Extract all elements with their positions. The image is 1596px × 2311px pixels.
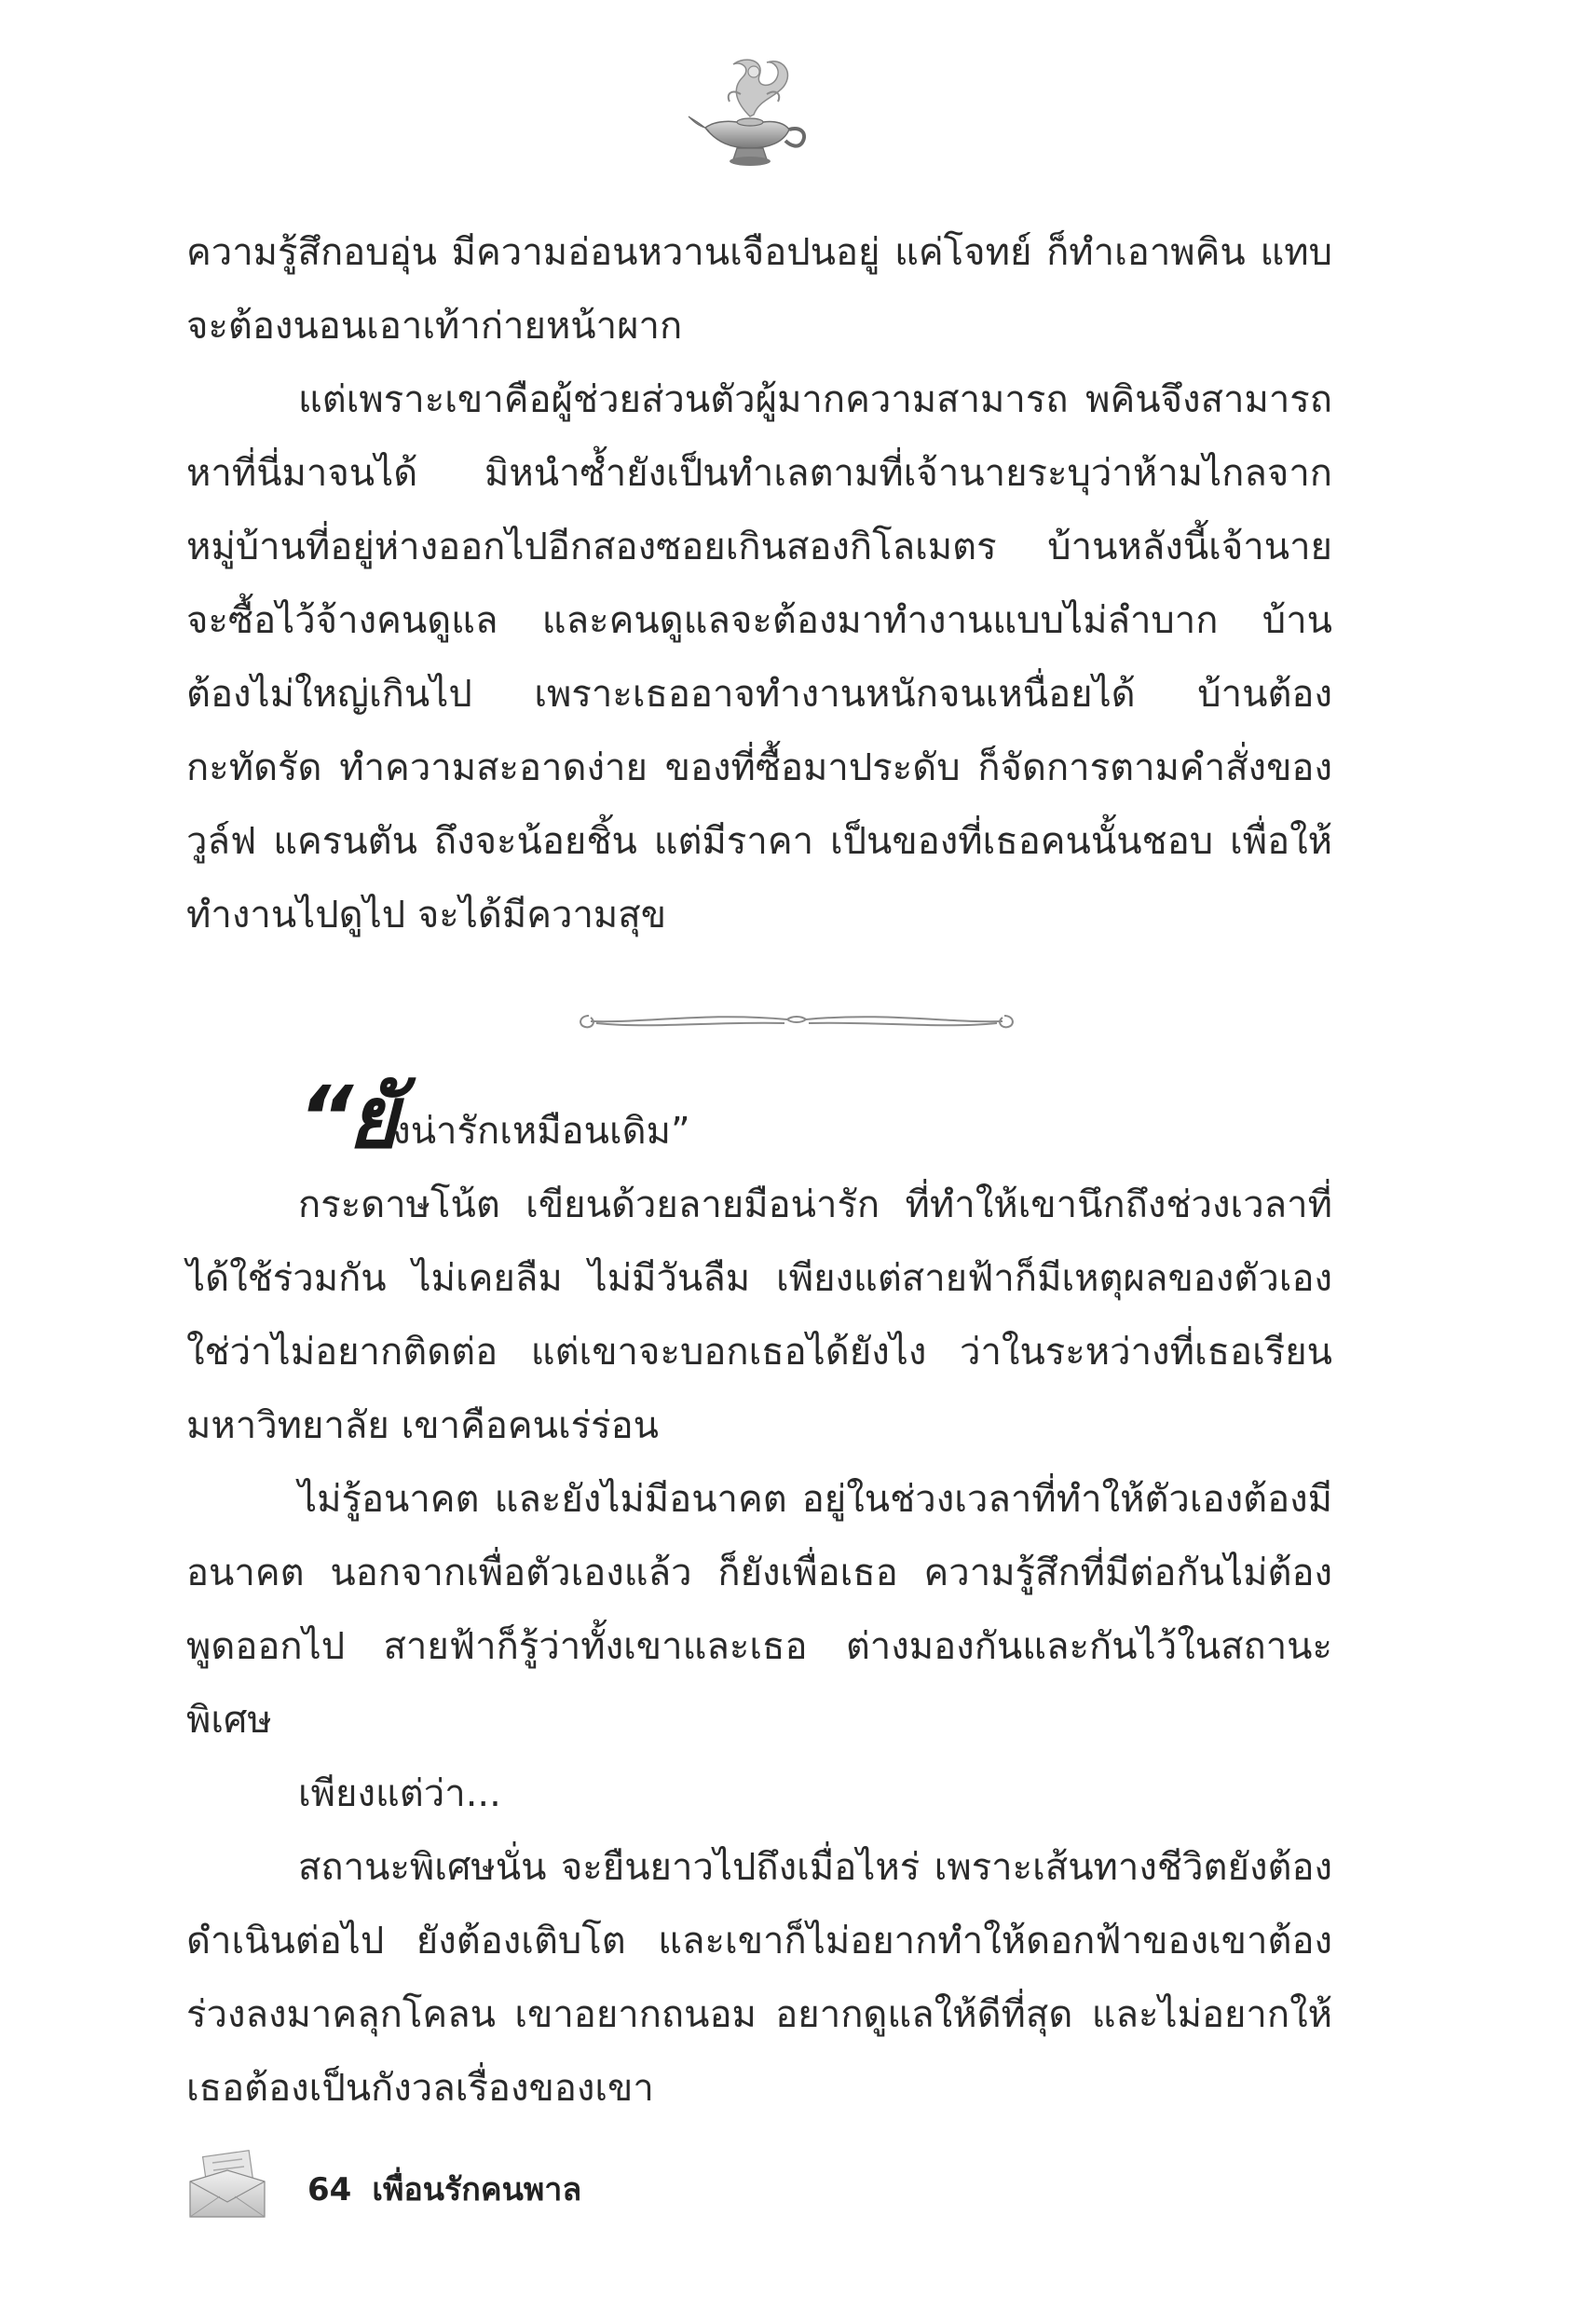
envelope-icon (186, 2148, 268, 2222)
dropcap-letter: ยั (348, 1068, 393, 1168)
scroll-divider-icon (568, 995, 1025, 1042)
paragraph: กระดาษโน้ต เขียนด้วยลายมือน่ารัก ที่ทำให้เขานึกถึงช่วงเวลาที่ได้ใช้ร่วมกัน ไม่เคยลืม ไม่มีวันลืม เพียงแต่สายฟ้าก็มีเหตุผลของตัวเอง ใช่ว่าไม่อยากติดต่อ แต่เขาจะบอกเธอได้ยังไง ว่าในระหว่างที่เธอเรียนมหาวิทยาลัย เขาคือคนเร่ร่อน (186, 1183, 1332, 1447)
section-opening-line (186, 1068, 1332, 1169)
footer-text (307, 2167, 581, 2213)
paragraph: แต่เพราะเขาคือผู้ช่วยส่วนตัวผู้มากความสามารถ พคินจึงสามารถหาที่นี่มาจนได้ มิหนำซ้ำยังเป็นทำเลตามที่เจ้านายระบุว่าห้ามไกลจากหมู่บ้านที่อยู่ห่างออกไปอีกสองซอยเกินสองกิโลเมตร บ้านหลังนี้เจ้านายจะซื้อไว้จ้างคนดูแล และคนดูแลจะต้องมาทำงานแบบไม่ลำบาก บ้านต้องไม่ใหญ่เกินไป เพราะเธออาจทำงานหนักจนเหนื่อยได้ บ้านต้องกะทัดรัด ทำความสะอาดง่าย ของที่ซื้อมาประดับ ก็จัดการตามคำสั่งของ วูล์ฟ แครนตัน ถึงจะน้อยชิ้น แต่มีราคา เป็นของที่เธอคนนั้นชอบ เพื่อให้ทำงานไปดูไป จะได้มีความสุข (186, 378, 1332, 937)
paragraph: เพียงแต่ว่า... (298, 1772, 501, 1815)
opening-line-rest: งน่ารักเหมือนเดิม” (392, 1110, 690, 1153)
section-2-text (186, 1068, 1332, 2126)
dropcap-quote: “ (298, 1068, 348, 1168)
paragraph: สถานะพิเศษนั่น จะยืนยาวไปถึงเมื่อไหร่ เพราะเส้นทางชีวิตยังต้องดำเนินต่อไป ยังต้องเติบโต และเขาก็ไม่อยากทำให้ดอกฟ้าของเขาต้องร่วงลงมาคลุกโคลน เขาอยากถนอม อยากดูแลให้ดีที่สุด และไม่อยากให้เธอต้องเป็นกังวลเรื่องของเขา (186, 1846, 1332, 2110)
page-footer (186, 2148, 839, 2232)
section-1-text (186, 216, 1332, 952)
book-title: เพื่อนรักคนพาล (372, 2171, 582, 2208)
genie-lamp-icon (685, 51, 815, 172)
paragraph: ไม่รู้อนาคต และยังไม่มีอนาคต อยู่ในช่วงเวลาที่ทำให้ตัวเองต้องมีอนาคต นอกจากเพื่อตัวเองแล้ว ก็ยังเพื่อเธอ ความรู้สึกที่มีต่อกันไม่ต้องพูดออกไป สายฟ้าก็รู้ว่าทั้งเขาและเธอ ต่างมองกันและกันไว้ในสถานะพิเศษ (186, 1478, 1332, 1742)
page-number: 64 (307, 2171, 352, 2208)
paragraph: ความรู้สึกอบอุ่น มีความอ่อนหวานเจือปนอยู่ แค่โจทย์ ก็ทำเอาพคิน แทบจะต้องนอนเอาเท้าก่ายหน้าผาก (186, 231, 1332, 348)
